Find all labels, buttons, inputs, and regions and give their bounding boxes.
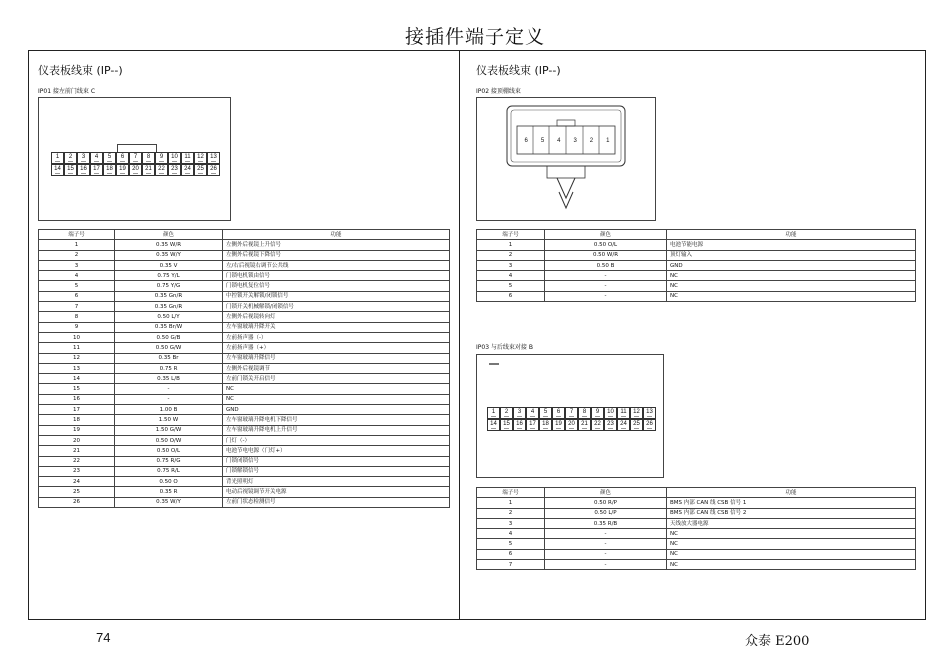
cell-color: 0.35 W/Y: [115, 497, 223, 507]
cell-pin: 22: [39, 456, 115, 466]
cell-function: 左车窗玻璃升降电机上升信号: [223, 425, 450, 435]
pin-number: 5: [540, 138, 545, 144]
pin-cell: 16: [77, 164, 90, 176]
cell-function: 门锁电机复位信号: [223, 281, 450, 291]
cell-color: 0.75 Y/G: [115, 281, 223, 291]
table-row: [39, 322, 450, 332]
cell-pin: 5: [477, 539, 545, 549]
table-row: [39, 477, 450, 487]
cell-function: 左前扬声器（-）: [223, 332, 450, 342]
cell-color: -: [545, 560, 667, 570]
cell-pin: 4: [477, 271, 545, 281]
cell-pin: 7: [477, 560, 545, 570]
table-row: [39, 271, 450, 281]
pin-cell: 10: [604, 407, 617, 419]
table-row: [477, 260, 916, 270]
ip03-pin-grid: [487, 407, 656, 431]
pin-cell: 13: [207, 152, 220, 164]
pin-cell: 2: [500, 407, 513, 419]
cell-color: 1.50 G/W: [115, 425, 223, 435]
cell-pin: 12: [39, 353, 115, 363]
table-row: [477, 240, 916, 250]
ip03-label: IP03 与后线束对接 B: [476, 344, 533, 351]
header-color: 颜色: [545, 230, 667, 240]
pin-number: 6: [524, 138, 528, 144]
pin-cell: 17: [526, 419, 539, 431]
pin-cell: 15: [64, 164, 77, 176]
table-row: [477, 250, 916, 260]
cell-pin: 16: [39, 394, 115, 404]
cell-function: NC: [667, 281, 916, 291]
cell-pin: 1: [39, 240, 115, 250]
cell-function: 左侧外后视镜下降信号: [223, 250, 450, 260]
cell-pin: 15: [39, 384, 115, 394]
cell-color: 0.75 Y/L: [115, 271, 223, 281]
pin-cell: 11: [617, 407, 630, 419]
table-row: [477, 560, 916, 570]
pin-cell: 4: [90, 152, 103, 164]
cell-color: 0.75 R/G: [115, 456, 223, 466]
cell-pin: 20: [39, 435, 115, 445]
ip02-connector-drawing: [477, 98, 655, 220]
cell-pin: 19: [39, 425, 115, 435]
pin-cell: 7: [129, 152, 142, 164]
cell-pin: 17: [39, 405, 115, 415]
ip01-pin-grid: [51, 152, 220, 176]
cell-function: BMS 内部 CAN 线 CSB 信号 1: [667, 498, 916, 508]
table-row: [39, 384, 450, 394]
cell-pin: 6: [477, 549, 545, 559]
page-title: 接插件端子定义: [404, 26, 545, 48]
table-row: [39, 415, 450, 425]
pin-number: 2: [589, 138, 594, 144]
pin-cell: 20: [565, 419, 578, 431]
table-row: [39, 260, 450, 270]
cell-function: 门锁解锁信号: [223, 466, 450, 476]
cell-function: 左车窗玻璃升降信号: [223, 353, 450, 363]
pin-cell: 22: [155, 164, 168, 176]
cell-color: 0.35 Br: [115, 353, 223, 363]
header-function: 功能: [667, 230, 916, 240]
cell-color: -: [545, 271, 667, 281]
cell-pin: 6: [39, 291, 115, 301]
cell-function: 门锁电机锁由信号: [223, 271, 450, 281]
cell-color: 0.50 W/R: [545, 250, 667, 260]
cell-function: NC: [667, 549, 916, 559]
cell-pin: 21: [39, 446, 115, 456]
cell-pin: 25: [39, 487, 115, 497]
pin-cell: 12: [194, 152, 207, 164]
cell-pin: 4: [477, 529, 545, 539]
pin-cell: 18: [103, 164, 116, 176]
pin-cell: 21: [578, 419, 591, 431]
pin-cell: 19: [116, 164, 129, 176]
pin-cell: 20: [129, 164, 142, 176]
table-row: [39, 456, 450, 466]
pin-cell: 1: [51, 152, 64, 164]
cell-color: -: [545, 291, 667, 301]
table-row: [39, 332, 450, 342]
cell-pin: 9: [39, 322, 115, 332]
cell-color: 0.50 G/B: [115, 332, 223, 342]
header-pin: 端子号: [477, 230, 545, 240]
cell-pin: 4: [39, 271, 115, 281]
pin-cell: 12: [630, 407, 643, 419]
cell-pin: 14: [39, 374, 115, 384]
cell-function: NC: [667, 291, 916, 301]
pin-number: 3: [573, 138, 577, 144]
cell-color: 0.50 B: [545, 260, 667, 270]
column-divider: [459, 50, 460, 620]
cell-color: 0.50 O/W: [115, 435, 223, 445]
table-row: [477, 529, 916, 539]
header-function: 功能: [223, 230, 450, 240]
cell-function: 门锁闭锁信号: [223, 456, 450, 466]
pin-cell: 8: [142, 152, 155, 164]
cell-pin: 3: [39, 260, 115, 270]
cell-color: 0.50 L/P: [545, 508, 667, 518]
pin-cell: 23: [168, 164, 181, 176]
table-row: [477, 271, 916, 281]
ip02-pin-table: [476, 229, 916, 302]
connector-tab: [489, 363, 499, 365]
pin-cell: 22: [591, 419, 604, 431]
cell-color: -: [115, 384, 223, 394]
pin-cell: 1: [487, 407, 500, 419]
pin-cell: 26: [643, 419, 656, 431]
table-row: [39, 363, 450, 373]
cell-color: 0.50 L/Y: [115, 312, 223, 322]
cell-function: 门灯（-）: [223, 435, 450, 445]
ip02-pin-numbers: [518, 138, 616, 144]
header-pin: 端子号: [477, 488, 545, 498]
table-row: [477, 549, 916, 559]
cell-color: 0.35 R: [115, 487, 223, 497]
left-section-title: 仪表板线束 (IP--): [38, 64, 123, 77]
cell-pin: 10: [39, 332, 115, 342]
cell-function: 左前门状态检测信号: [223, 497, 450, 507]
table-row: [477, 539, 916, 549]
cell-pin: 11: [39, 343, 115, 353]
table-row: [39, 425, 450, 435]
ip01-pin-table: [38, 229, 450, 508]
cell-color: 0.35 Br/W: [115, 322, 223, 332]
table-row: [477, 518, 916, 528]
pin-cell: 16: [513, 419, 526, 431]
cell-color: 1.00 B: [115, 405, 223, 415]
table-row: [39, 487, 450, 497]
cell-pin: 8: [39, 312, 115, 322]
pin-cell: 25: [630, 419, 643, 431]
cell-function: 电动后视镜调节开关电源: [223, 487, 450, 497]
cell-function: 中控锁开关解锁/闭锁信号: [223, 291, 450, 301]
cell-function: 电池节电电源（门灯+）: [223, 446, 450, 456]
header-pin: 端子号: [39, 230, 115, 240]
cell-function: NC: [667, 560, 916, 570]
cell-function: NC: [667, 271, 916, 281]
pin-cell: 10: [168, 152, 181, 164]
pin-cell: 25: [194, 164, 207, 176]
pin-cell: 24: [181, 164, 194, 176]
cell-function: 左/右后视镜右调节公共线: [223, 260, 450, 270]
cell-color: 0.50 O/L: [545, 240, 667, 250]
table-row: [39, 374, 450, 384]
cell-function: BMS 内部 CAN 线 CSB 信号 2: [667, 508, 916, 518]
pin-cell: 15: [500, 419, 513, 431]
cell-function: 门锁开关机械解锁/闭锁信号: [223, 302, 450, 312]
cell-pin: 18: [39, 415, 115, 425]
pin-cell: 19: [552, 419, 565, 431]
table-row: [477, 291, 916, 301]
cell-color: 0.50 R/P: [545, 498, 667, 508]
header-color: 颜色: [115, 230, 223, 240]
cell-function: NC: [223, 384, 450, 394]
ip02-connector-diagram: [476, 97, 656, 221]
pin-cell: 6: [552, 407, 565, 419]
cell-function: 左侧外后视镜转向灯: [223, 312, 450, 322]
pin-cell: 9: [591, 407, 604, 419]
cell-function: NC: [667, 539, 916, 549]
ip03-connector-diagram: [476, 354, 664, 478]
pin-cell: 5: [539, 407, 552, 419]
cell-function: 左前门锁关开启信号: [223, 374, 450, 384]
pin-cell: 13: [643, 407, 656, 419]
cell-pin: 5: [477, 281, 545, 291]
cell-pin: 1: [477, 498, 545, 508]
cell-function: 左侧外后视镜调节: [223, 363, 450, 373]
cell-color: 0.75 R: [115, 363, 223, 373]
cell-pin: 2: [477, 250, 545, 260]
pin-cell: 14: [51, 164, 64, 176]
ip02-label: IP02 接顶棚线束: [476, 88, 521, 95]
pin-cell: 6: [116, 152, 129, 164]
cell-color: -: [115, 394, 223, 404]
cell-function: 左前扬声器（+）: [223, 343, 450, 353]
cell-function: 顶灯输入: [667, 250, 916, 260]
cell-color: -: [545, 539, 667, 549]
cell-color: -: [545, 281, 667, 291]
right-section-title: 仪表板线束 (IP--): [476, 64, 561, 77]
cell-color: 0.75 R/L: [115, 466, 223, 476]
pin-cell: 7: [565, 407, 578, 419]
header-function: 功能: [667, 488, 916, 498]
pin-cell: 17: [90, 164, 103, 176]
pin-cell: 24: [617, 419, 630, 431]
table-row: [39, 394, 450, 404]
cell-color: 0.50 G/W: [115, 343, 223, 353]
cell-function: 左车窗玻璃升降电机下降信号: [223, 415, 450, 425]
pin-cell: 2: [64, 152, 77, 164]
cell-function: 天线放大器电源: [667, 518, 916, 528]
pin-cell: 4: [526, 407, 539, 419]
table-row: [39, 302, 450, 312]
cell-color: 0.50 O: [115, 477, 223, 487]
pin-cell: 8: [578, 407, 591, 419]
cell-pin: 5: [39, 281, 115, 291]
cell-color: 0.35 Gn/R: [115, 302, 223, 312]
cell-pin: 1: [477, 240, 545, 250]
header-color: 颜色: [545, 488, 667, 498]
pin-cell: 11: [181, 152, 194, 164]
table-row: [39, 312, 450, 322]
table-row: [39, 435, 450, 445]
cell-color: 1.50 W: [115, 415, 223, 425]
cell-color: -: [545, 549, 667, 559]
cell-function: GND: [667, 260, 916, 270]
cell-color: 0.35 L/B: [115, 374, 223, 384]
pin-cell: 9: [155, 152, 168, 164]
table-row: [39, 343, 450, 353]
table-row: [39, 281, 450, 291]
pin-cell: 14: [487, 419, 500, 431]
cell-pin: 6: [477, 291, 545, 301]
table-row: [39, 240, 450, 250]
cell-pin: 26: [39, 497, 115, 507]
cell-function: NC: [667, 529, 916, 539]
vehicle-model: 众泰 E200: [745, 634, 810, 649]
pin-cell: 23: [604, 419, 617, 431]
cell-pin: 2: [477, 508, 545, 518]
table-row: [477, 508, 916, 518]
cell-color: 0.35 Gn/R: [115, 291, 223, 301]
ip03-pin-table: [476, 487, 916, 570]
pin-cell: 21: [142, 164, 155, 176]
cell-function: 电池节能电源: [667, 240, 916, 250]
pin-cell: 3: [513, 407, 526, 419]
pin-cell: 3: [77, 152, 90, 164]
cell-color: 0.35 R/B: [545, 518, 667, 528]
cell-function: NC: [223, 394, 450, 404]
pin-number: 4: [557, 138, 561, 144]
cell-pin: 2: [39, 250, 115, 260]
table-row: [39, 250, 450, 260]
pin-cell: 18: [539, 419, 552, 431]
table-row: [477, 281, 916, 291]
cell-pin: 13: [39, 363, 115, 373]
cell-color: 0.35 W/Y: [115, 250, 223, 260]
cell-pin: 3: [477, 518, 545, 528]
page-number: 74: [96, 630, 111, 645]
table-row: [39, 353, 450, 363]
cell-function: 左侧外后视镜上升信号: [223, 240, 450, 250]
table-row: [39, 446, 450, 456]
ip01-label: IP01 接左前门线束 C: [38, 88, 96, 95]
ip01-connector-diagram: [38, 97, 231, 221]
cell-function: 左车窗玻璃升降开关: [223, 322, 450, 332]
pin-cell: 5: [103, 152, 116, 164]
cell-color: 0.35 V: [115, 260, 223, 270]
table-row: [39, 405, 450, 415]
pin-number: 1: [606, 138, 610, 144]
cell-color: 0.35 W/R: [115, 240, 223, 250]
table-row: [39, 291, 450, 301]
cell-function: 背光照明灯: [223, 477, 450, 487]
cell-pin: 23: [39, 466, 115, 476]
cell-pin: 7: [39, 302, 115, 312]
table-row: [477, 498, 916, 508]
cell-color: 0.50 O/L: [115, 446, 223, 456]
cell-pin: 3: [477, 260, 545, 270]
cell-pin: 24: [39, 477, 115, 487]
table-row: [39, 497, 450, 507]
cell-function: GND: [223, 405, 450, 415]
pin-cell: 26: [207, 164, 220, 176]
cell-color: -: [545, 529, 667, 539]
table-row: [39, 466, 450, 476]
